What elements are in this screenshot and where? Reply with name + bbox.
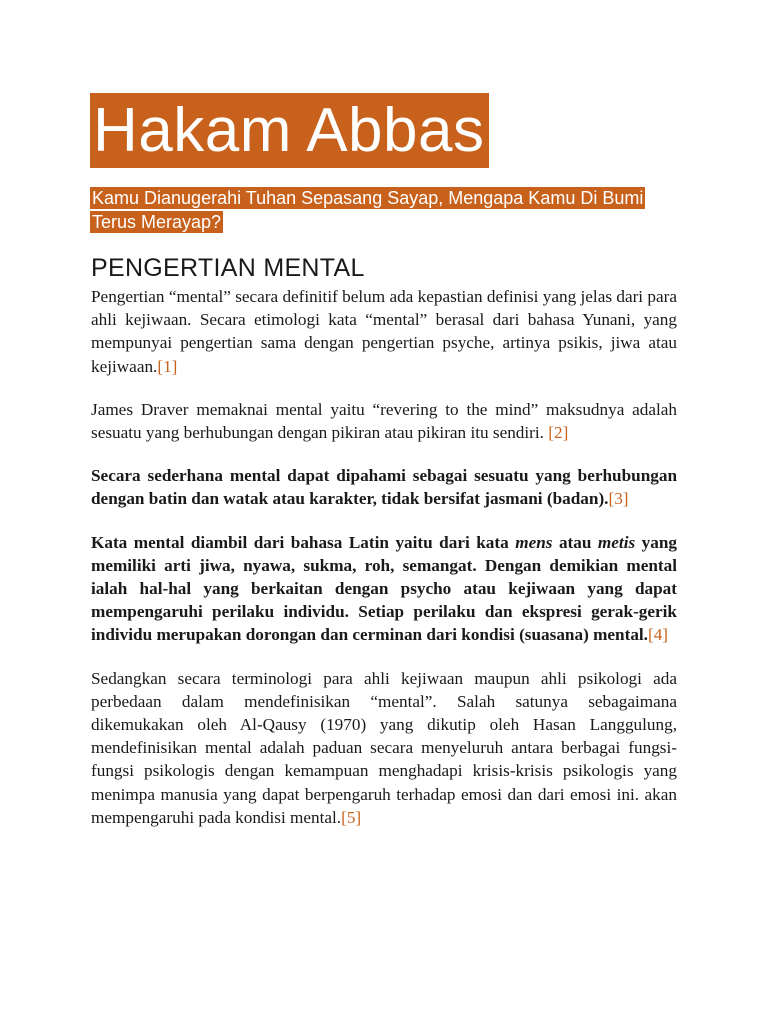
paragraph-4-text-c: yang memiliki arti jiwa, nyawa, sukma, roh, semangat. Dengan demikian mental ialah hal-hal yang berkaitan dengan psycho atau kejiwaan yang dapat mempengaruhi perilaku individu. Setiap perilaku dan ekspresi gerak-gerik individu merupakan dorongan dan cerminan dari kondisi (suasana) mental. [91,532,678,645]
paragraph-2 [91,398,677,444]
term-mens: mens [515,532,553,552]
paragraph-1-text: Pengertian “mental” secara definitif belum ada kepastian definisi yang jelas dari para ahli kejiwaan. Secara etimologi kata “mental” berasal dari bahasa Yunani, yang mempunyai pengertian sama dengan pengertian psyche, artinya psikis, jiwa atau kejiwaan. [91,287,677,376]
blog-subtitle-text: Kamu Dianugerahi Tuhan Sepasang Sayap, Mengapa Kamu Di Bumi Terus Merayap? [92,188,644,232]
footnote-ref-3[interactable]: [3] [608,489,629,509]
footnote-ref-2[interactable]: [2] [548,423,569,443]
paragraph-4-text-b: atau [552,532,598,552]
article-body [91,285,677,849]
paragraph-4-text-a: Kata mental diambil dari bahasa Latin yaitu dari kata [91,532,516,552]
paragraph-3 [91,464,677,510]
blog-title: Hakam Abbas [93,95,485,165]
paragraph-4 [91,531,677,647]
footnote-ref-5[interactable]: [5] [341,807,362,827]
paragraph-1 [91,285,677,378]
paragraph-5-text: Sedangkan secara terminologi para ahli kejiwaan maupun ahli psikologi ada perbedaan dalam mendefinisikan “mental”. Salah satunya sebagaimana dikemukakan oleh Al-Qausy (1970) yang dikutip oleh Hasan Langgulung, mendefinisikan mental adalah paduan secara menyeluruh antara berbagai fungsi-fungsi psikologis dengan kemampuan menghadapi krisis-krisis psikologis yang menimpa manusia yang dapat berpengaruh terhadap emosi dan dari emosi ini. akan mempengaruhi pada kondisi mental. [91,668,677,827]
paragraph-3-text: Secara sederhana mental dapat dipahami sebagai sesuatu yang berhubungan dengan batin dan watak atau karakter, tidak bersifat jasmani (badan). [91,466,677,509]
paragraph-2-text: James Draver memaknai mental yaitu “revering to the mind” maksudnya adalah sesuatu yang berhubungan dengan pikiran atau pikiran itu sendiri. [91,399,677,443]
footnote-ref-1[interactable]: [1] [157,356,178,376]
paragraph-5 [91,667,677,829]
footnote-ref-4[interactable]: [4] [647,625,669,645]
blog-subtitle [90,186,664,234]
section-heading: PENGERTIAN MENTAL [91,254,365,282]
blog-title-banner [90,93,489,168]
term-metis: metis [597,532,636,552]
